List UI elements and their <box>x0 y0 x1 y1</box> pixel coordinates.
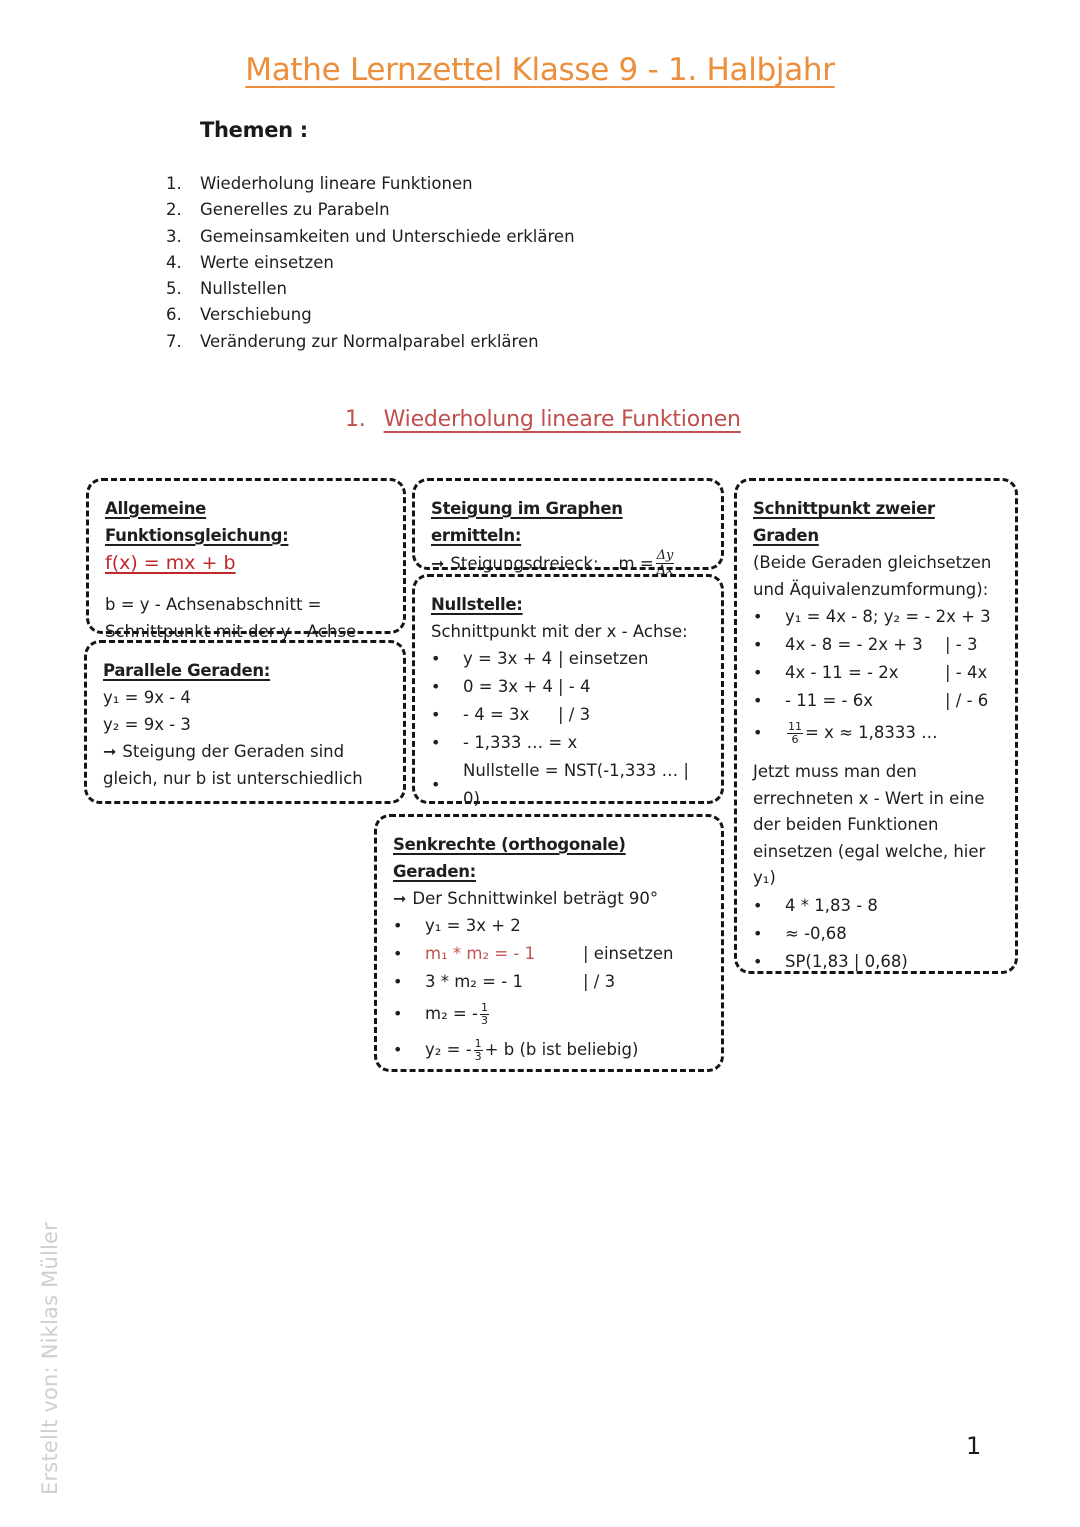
equation: y₂ = 9x - 3 <box>103 715 191 734</box>
step-item: • SP(1,83 | 0,68) <box>753 948 999 976</box>
box-heading: Nullstelle: <box>431 595 523 614</box>
step-item: • - 1,333 … = x <box>431 729 705 757</box>
step-item: • 3 * m₂ = - 1 | / 3 <box>393 968 705 996</box>
step-item: • y₁ = 4x - 8; y₂ = - 2x + 3 <box>753 603 999 631</box>
box-general-equation <box>86 478 406 641</box>
page-number: 1 <box>966 1432 982 1460</box>
arrow-right-icon: ➞ <box>103 742 117 761</box>
box-heading: Steigung im Graphen ermitteln: <box>431 499 623 545</box>
bullet-icon: • <box>393 972 403 991</box>
bullet-icon: • <box>753 723 763 742</box>
box-parallel-lines <box>84 640 406 804</box>
bullet-icon: • <box>753 951 763 971</box>
text-line: Schnittpunkt mit der x - Achse: <box>431 622 688 641</box>
section-heading: 1. Wiederholung lineare Funktionen <box>345 407 741 432</box>
box-zero-point <box>412 574 724 808</box>
themen-heading: Themen : <box>200 118 308 142</box>
text-line: ➞ Steigungsdreieck: m = $\frac{\Delta y}{\Delta x}$ <box>431 548 674 578</box>
topic-item: 1. Wiederholung lineare Funktionen <box>166 174 473 193</box>
author-watermark: Erstellt von: Niklas Müller <box>38 1222 62 1495</box>
bullet-icon: • <box>431 705 441 724</box>
step-item: • ≈ -0,68 <box>753 920 999 948</box>
text-line: (Beide Geraden gleichsetzen <box>753 553 992 572</box>
box-orthogonal-lines <box>374 814 724 1072</box>
equation: y₁ = 9x - 4 <box>103 688 191 707</box>
bullet-icon: • <box>753 607 763 626</box>
step-item: • 4 * 1,83 - 8 <box>753 892 999 920</box>
topic-item: 4. Werte einsetzen <box>166 252 334 272</box>
step-item: • - 4 = 3x | / 3 <box>431 701 705 729</box>
step-item: • Nullstelle = NST(-1,333 … | 0) <box>431 761 689 808</box>
text-line: b = y - Achsenabschnitt = <box>105 595 322 614</box>
bullet-icon: • <box>431 677 441 696</box>
step-item: • $\frac{11}{6}$ = x ≈ 1,8333 … <box>753 719 938 746</box>
fraction: $\frac{1}{3}$ <box>474 1036 482 1063</box>
step-item: • 4x - 11 = - 2x | - 4x <box>753 659 999 687</box>
topic-item: 2. Generelles zu Parabeln <box>166 200 390 220</box>
step-item: • m₁ * m₂ = - 1 | einsetzen <box>393 940 705 968</box>
step-item: • m₂ = - $\frac{1}{3}$ <box>393 1000 488 1027</box>
result-list <box>753 892 999 976</box>
text-line: ➞ Der Schnittwinkel beträgt 90° <box>393 889 659 908</box>
topic-item: 6. Verschiebung <box>166 305 312 325</box>
bullet-icon: • <box>431 733 441 752</box>
bullet-icon: • <box>393 916 403 935</box>
topic-item: 5. Nullstellen <box>166 279 287 299</box>
step-item: • - 11 = - 6x | / - 6 <box>753 687 999 715</box>
topic-item: 7. Veränderung zur Normalparabel erklären <box>166 331 539 351</box>
box-heading: Schnittpunkt zweier Graden <box>753 499 935 545</box>
bullet-icon: • <box>753 895 763 915</box>
text-line: gleich, nur b ist unterschiedlich <box>103 769 363 788</box>
bullet-icon: • <box>393 1004 403 1023</box>
step-list <box>431 645 705 813</box>
step-item: • 4x - 8 = - 2x + 3 | - 3 <box>753 631 999 659</box>
text-line: und Äquivalenzumformung): <box>753 580 989 599</box>
bullet-icon: • <box>431 775 441 794</box>
fraction: $\frac{1}{3}$ <box>480 1000 488 1027</box>
step-list <box>753 603 999 751</box>
explanation: Jetzt muss man den errechneten x - Wert in eine der beiden Funktionen einsetzen (egal welche, hier y₁) <box>753 762 986 887</box>
box-slope <box>412 478 724 578</box>
fraction: $\frac{\Delta y}{\Delta x}$ <box>656 548 674 578</box>
topic-list <box>166 171 575 355</box>
step-item: • y = 3x + 4 | einsetzen <box>431 645 705 673</box>
formula: f(x) = mx + b <box>105 552 236 574</box>
box-heading: Parallele Geraden: <box>103 661 271 680</box>
step-item: • y₁ = 3x + 2 <box>393 912 705 940</box>
bullet-icon: • <box>753 635 763 654</box>
box-intersection <box>734 478 1018 974</box>
step-item: • 0 = 3x + 4 | - 4 <box>431 673 705 701</box>
bullet-icon: • <box>753 923 763 943</box>
page-title: Mathe Lernzettel Klasse 9 - 1. Halbjahr <box>245 52 835 88</box>
bullet-icon: • <box>431 649 441 668</box>
step-item: • y₂ = - $\frac{1}{3}$ + b (b ist beliebig) <box>393 1036 639 1063</box>
box-heading: Allgemeine Funktionsgleichung: <box>105 499 289 545</box>
fraction: $\frac{11}{6}$ <box>788 719 802 746</box>
arrow-right-icon: ➞ <box>431 554 445 573</box>
bullet-icon: • <box>393 1040 403 1059</box>
text-line: Schnittpunkt mit der y - Achse <box>105 622 357 641</box>
topic-item: 3. Gemeinsamkeiten und Unterschiede erklären <box>166 226 575 246</box>
bullet-icon: • <box>753 691 763 710</box>
arrow-right-icon: ➞ <box>393 889 407 908</box>
box-heading: Senkrechte (orthogonale) Geraden: <box>393 835 626 881</box>
bullet-icon: • <box>393 944 403 963</box>
step-list <box>393 912 705 1068</box>
text-line: ➞ Steigung der Geraden sind <box>103 742 345 761</box>
bullet-icon: • <box>753 663 763 682</box>
